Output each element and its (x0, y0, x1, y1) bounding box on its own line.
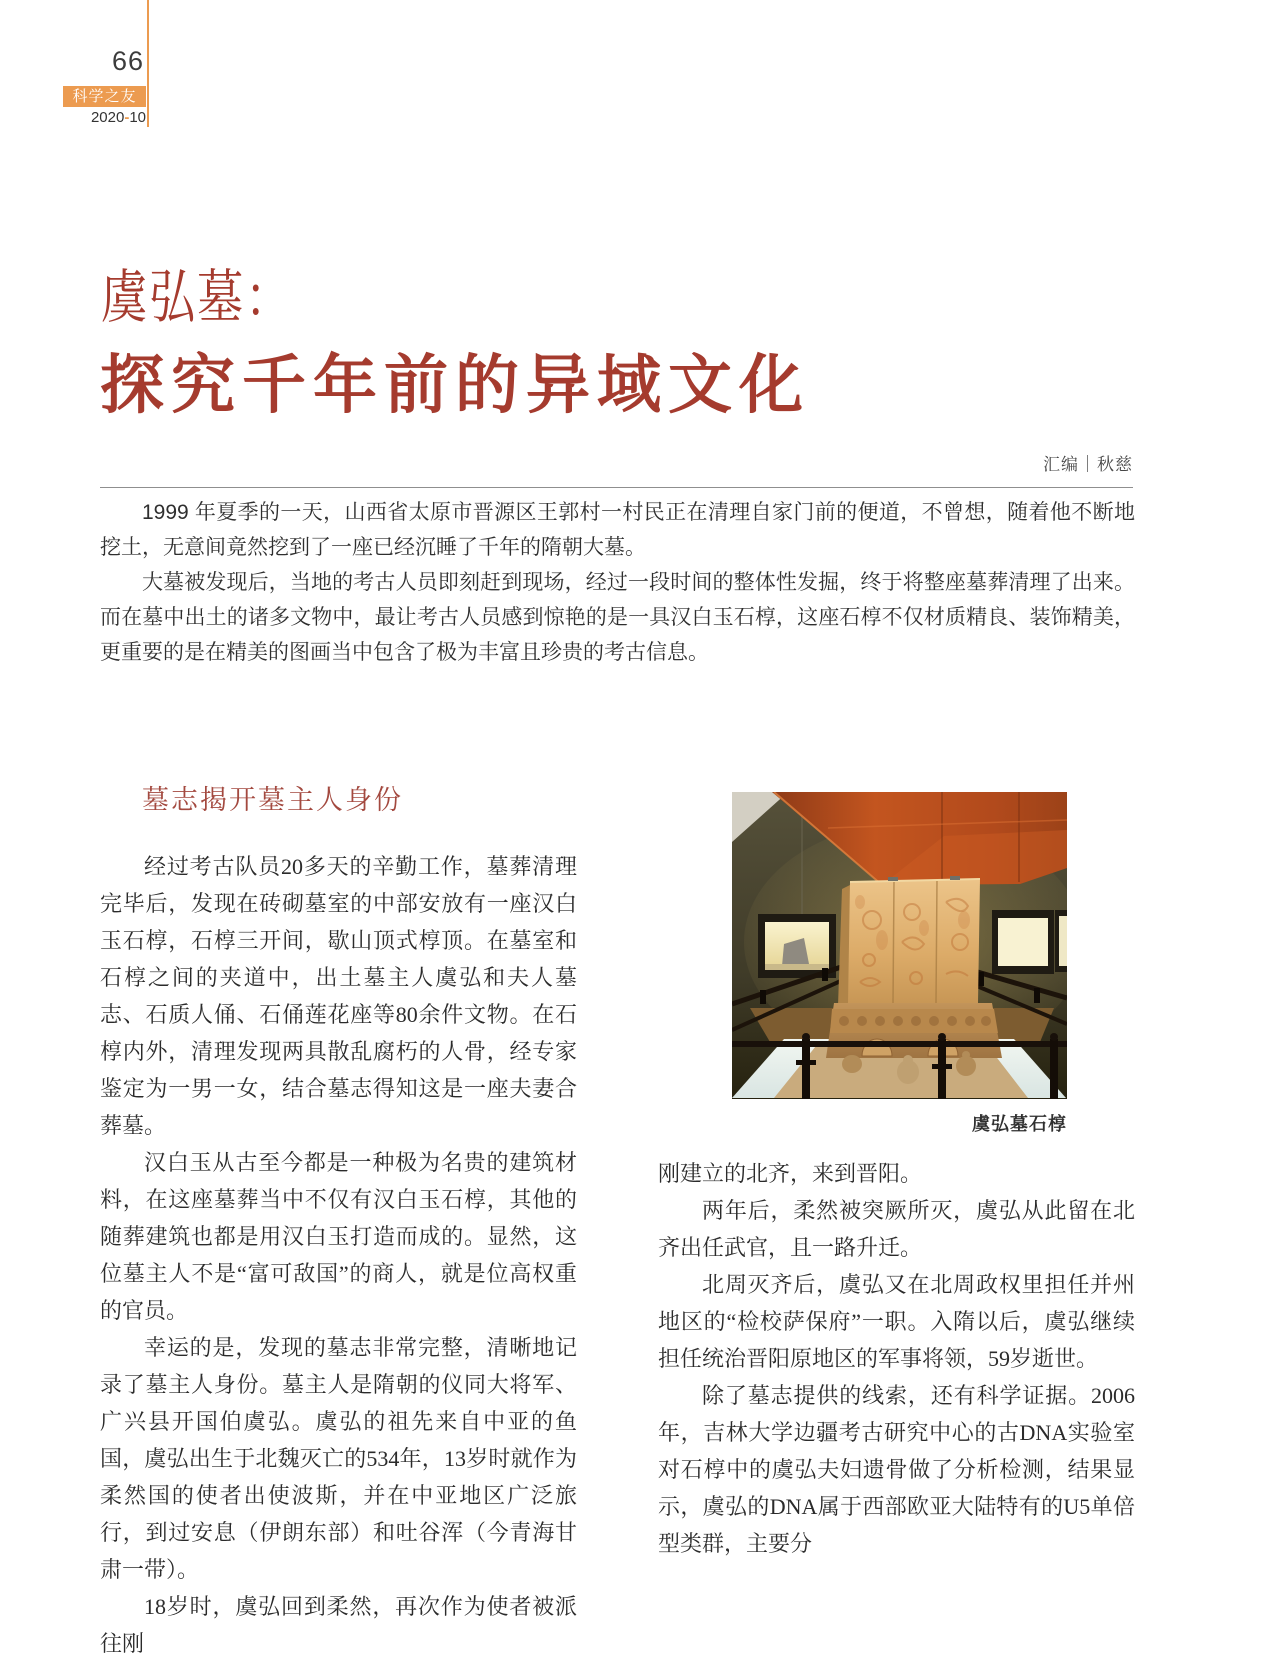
left-column (100, 848, 577, 1662)
body-paragraph: 18岁时，虞弘回到柔然，再次作为使者被派往刚 (100, 1594, 577, 1656)
sarcophagus-photo-illustration (732, 792, 1067, 1099)
magazine-name-badge: 科学之友 (63, 86, 146, 107)
issue-separator: - (124, 109, 130, 126)
body-paragraph: 北周灭齐后，虞弘又在北周政权里担任并州地区的“检校萨保府”一职。入隋以后，虞弘继续担任统治晋阳原地区的军事将领，59岁逝世。 (658, 1272, 1135, 1371)
body-paragraph: 幸运的是，发现的墓志非常完整，清晰地记录了墓主人身份。墓主人是隋朝的仪同大将军、广兴县开国伯虞弘。虞弘的祖先来自中亚的鱼国，虞弘出生于北魏灭亡的534年，13岁时就作为柔然国的使者出使波斯，并在中亚地区广泛旅行，到过安息（伊朗东部）和吐谷浑（今青海甘肃一带）。 (100, 1335, 577, 1582)
body-paragraph: 刚建立的北齐，来到晋阳。 (658, 1161, 923, 1186)
issue-date (0, 109, 146, 126)
intro-paragraph: 1999 年夏季的一天，山西省太原市晋源区王郭村一村民正在清理自家门前的便道，不曾想，随着他不断地挖土，无意间竟然挖到了一座已经沉睡了千年的隋朝大墓。 (100, 501, 1135, 559)
right-column (658, 1155, 1135, 1562)
page-number: 66 (111, 46, 144, 76)
sarcophagus-photo (732, 792, 1067, 1099)
photo-caption: 虞弘墓石椁 (972, 1114, 1067, 1134)
section-heading: 墓志揭开墓主人身份 (142, 785, 403, 815)
issue-year: 2020 (90, 109, 125, 126)
article-title-line2: 探究千年前的异域文化 (100, 349, 810, 421)
issue-month: 10 (129, 109, 146, 126)
body-paragraph: 汉白玉从古至今都是一种极为名贵的建筑材料，在这座墓葬当中不仅有汉白玉石椁，其他的随葬建筑也都是用汉白玉打造而成的。显然，这位墓主人不是“富可敌国”的商人，就是位高权重的官员。 (100, 1150, 577, 1323)
intro-block (100, 495, 1135, 670)
body-paragraph: 两年后，柔然被突厥所灭，虞弘从此留在北齐出任武官，且一路升迁。 (658, 1198, 1135, 1260)
header-divider-rule (147, 0, 149, 127)
body-paragraph: 除了墓志提供的线索，还有科学证据。2006年，吉林大学边疆考古研究中心的古DNA实验室对石椁中的虞弘夫妇遗骨做了分析检测，结果显示，虞弘的DNA属于西部欧亚大陆特有的U5单倍型类群，主要分 (658, 1383, 1135, 1556)
byline: 汇编｜秋慈 (1043, 455, 1133, 474)
intro-paragraph: 大墓被发现后，当地的考古人员即刻赶到现场，经过一段时间的整体性发掘，终于将整座墓葬清理了出来。而在墓中出土的诸多文物中，最让考古人员感到惊艳的是一具汉白玉石椁，这座石椁不仅材质精良、装饰精美，更重要的是在精美的图画当中包含了极为丰富且珍贵的考古信息。 (100, 571, 1135, 664)
body-paragraph: 经过考古队员20多天的辛勤工作，墓葬清理完毕后，发现在砖砌墓室的中部安放有一座汉白玉石椁，石椁三开间，歇山顶式椁顶。在墓室和石椁之间的夹道中，出土墓主人虞弘和夫人墓志、石质人俑、石俑莲花座等80余件文物。在石椁内外，清理发现两具散乱腐朽的人骨，经专家鉴定为一男一女，结合墓志得知这是一座夫妻合葬墓。 (100, 854, 577, 1138)
article-title-line1: 虞弘墓： (101, 265, 294, 330)
byline-rule (100, 487, 1133, 488)
